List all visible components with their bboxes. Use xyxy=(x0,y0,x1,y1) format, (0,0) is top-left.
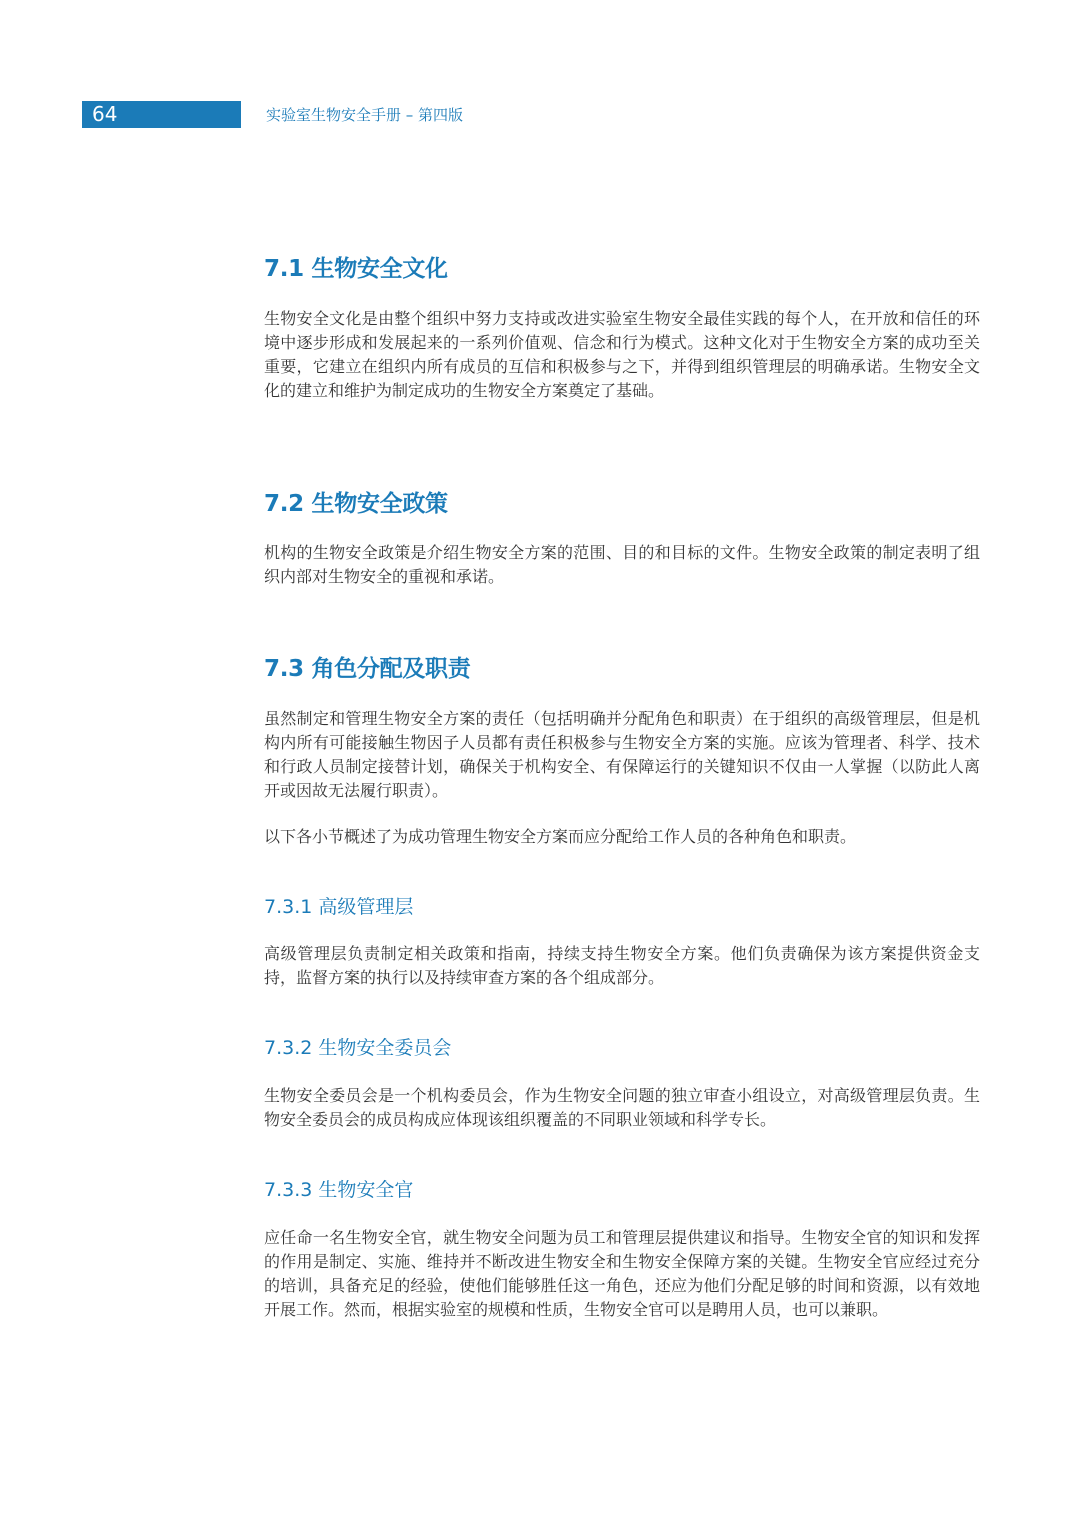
section-paragraph-7-3-first: 虽然制定和管理生物安全方案的责任（包括明确并分配角色和职责）在于组织的高级管理层，但是机构内所有可能接触生物因子人员都有责任积极参与生物安全方案的实施。应该为管理者、科学、技术和行政人员制定接替计划，确保关于机构安全、有保障运行的关键知识不仅由一人掌握（以防此人离开或因故无法履行职责）。 xyxy=(264,709,980,800)
subsection-heading-7-3-1: 7.3.1 高级管理层 xyxy=(264,896,414,918)
section-heading-7-3: 7.3 角色分配及职责 xyxy=(264,656,471,682)
section-paragraph-7-3-second: 以下各小节概述了为成功管理生物安全方案而应分配给工作人员的各种角色和职责。 xyxy=(264,827,857,846)
subsection-paragraph-7-3-1: 高级管理层负责制定相关政策和指南，持续支持生物安全方案。他们负责确保为该方案提供资金支持，监督方案的执行以及持续审查方案的各个组成部分。 xyxy=(264,944,980,987)
section-paragraph-7-1: 生物安全文化是由整个组织中努力支持或改进实验室生物安全最佳实践的每个人，在开放和信任的环境中逐步形成和发展起来的一系列价值观、信念和行为模式。这种文化对于生物安全方案的成功至关重要，它建立在组织内所有成员的互信和积极参与之下，并得到组织管理层的明确承诺。生物安全文化的建立和维护为制定成功的生物安全方案奠定了基础。 xyxy=(264,309,980,400)
page-number: 64 xyxy=(82,101,241,128)
subsection-paragraph-7-3-3: 应任命一名生物安全官，就生物安全问题为员工和管理层提供建议和指导。生物安全官的知识和发挥的作用是制定、实施、维持并不断改进生物安全和生物安全保障方案的关键。生物安全官应经过充分的培训，具备充足的经验，使他们能够胜任这一角色，还应为他们分配足够的时间和资源，以有效地开展工作。然而，根据实验室的规模和性质，生物安全官可以是聘用人员，也可以兼职。 xyxy=(264,1228,980,1319)
section-paragraph-7-2: 机构的生物安全政策是介绍生物安全方案的范围、目的和目标的文件。生物安全政策的制定表明了组织内部对生物安全的重视和承诺。 xyxy=(264,543,980,586)
section-heading-7-1: 7.1 生物安全文化 xyxy=(264,256,448,282)
running-title: 实验室生物安全手册 – 第四版 xyxy=(266,106,464,124)
subsection-heading-7-3-2: 7.3.2 生物安全委员会 xyxy=(264,1037,452,1059)
section-heading-7-2: 7.2 生物安全政策 xyxy=(264,491,448,517)
subsection-heading-7-3-3: 7.3.3 生物安全官 xyxy=(264,1179,414,1201)
subsection-paragraph-7-3-2: 生物安全委员会是一个机构委员会，作为生物安全问题的独立审查小组设立，对高级管理层负责。生物安全委员会的成员构成应体现该组织覆盖的不同职业领域和科学专长。 xyxy=(264,1086,980,1129)
